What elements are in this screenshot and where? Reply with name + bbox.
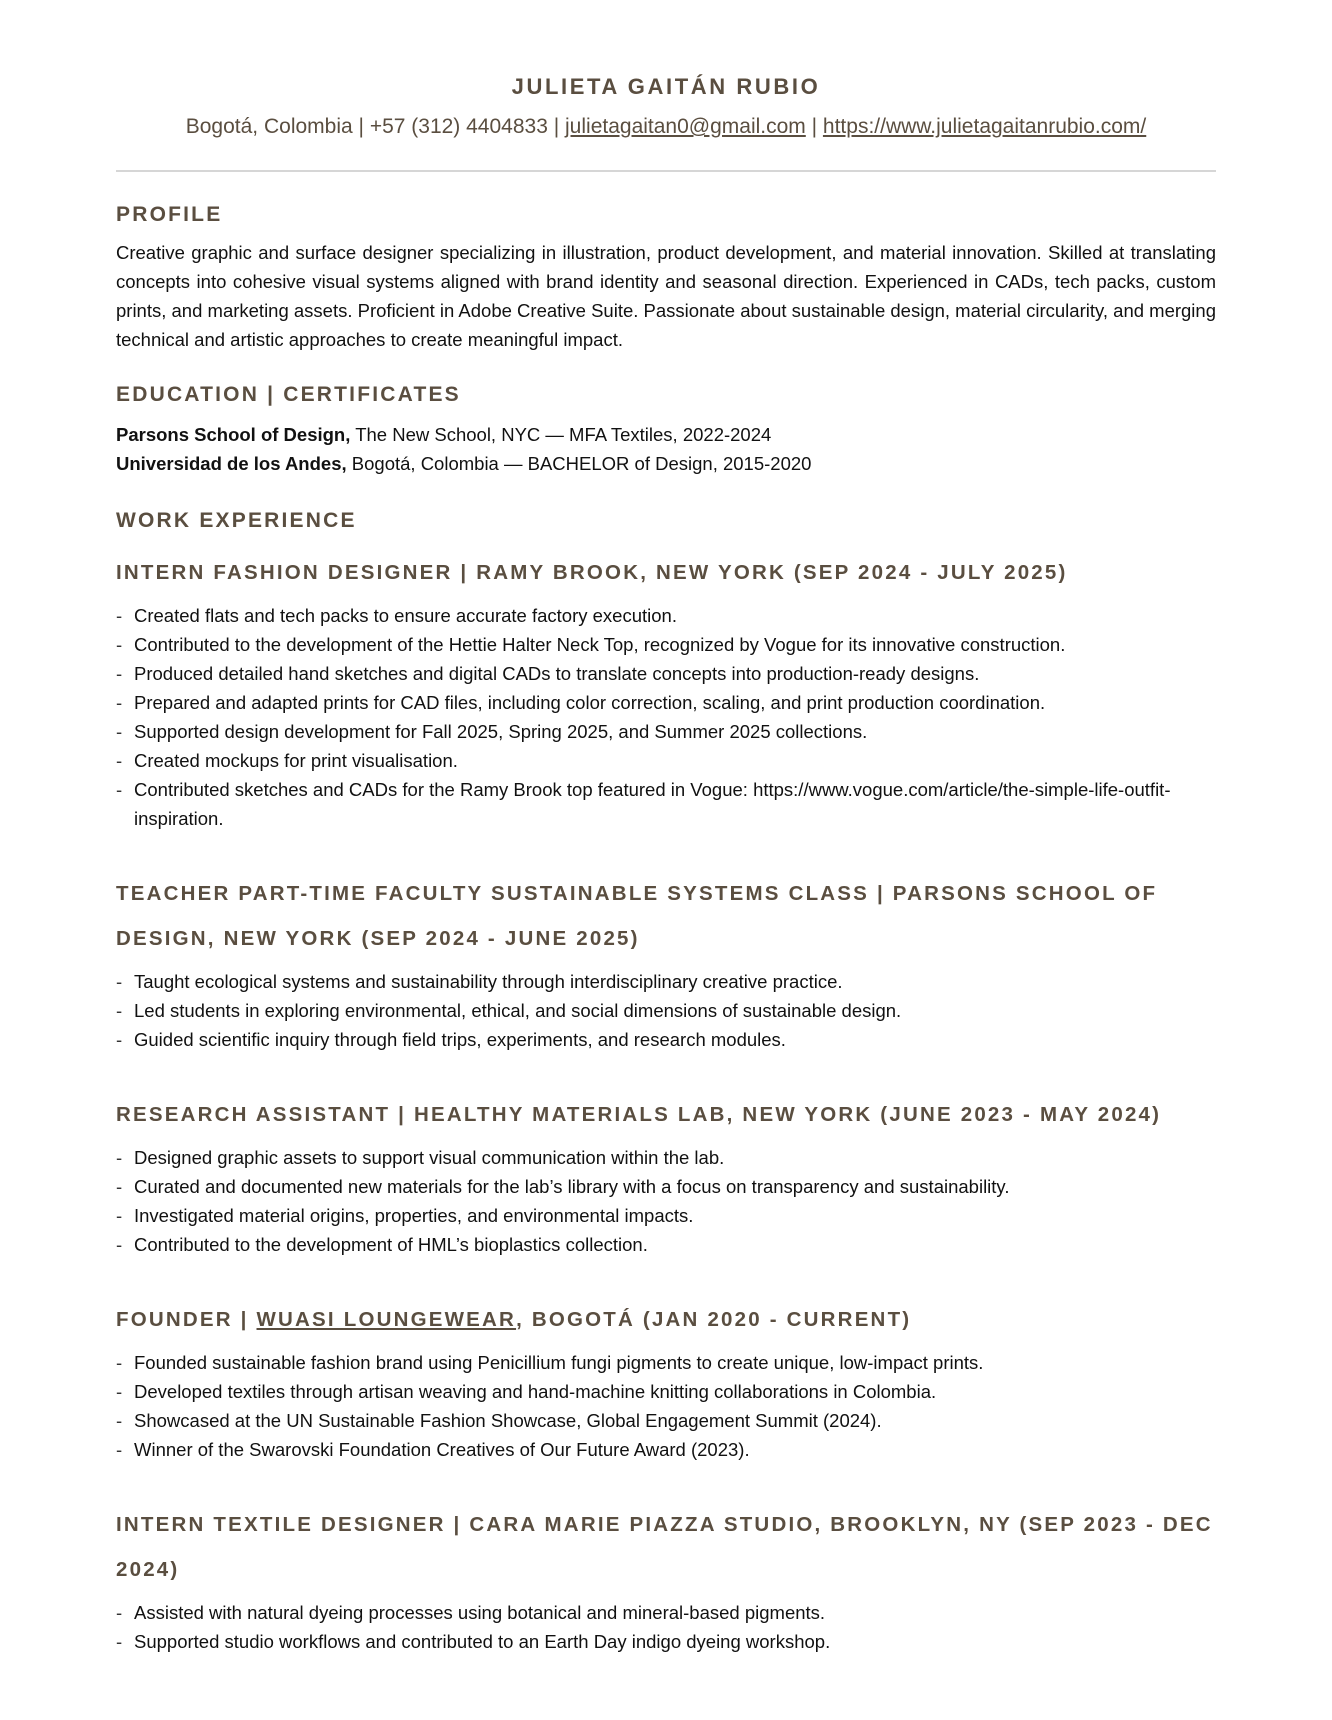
profile-heading: PROFILE (116, 203, 223, 226)
education-heading: EDUCATION | CERTIFICATES (116, 383, 461, 406)
bullet-dash: - (116, 1029, 123, 1050)
job-bullet (116, 1230, 1216, 1259)
bullet-dash: - (116, 1000, 123, 1021)
job-entry (116, 550, 1216, 833)
job-bullet (116, 630, 1216, 659)
bullet-text: Supported studio workflows and contributed to an Earth Day indigo dyeing workshop. (134, 1631, 831, 1652)
contact-line (116, 112, 1216, 142)
job-bullet (116, 1348, 1216, 1377)
bullet-text: Curated and documented new materials for the lab’s library with a focus on transparency and sustainability. (134, 1176, 1010, 1197)
job-title: TEACHER PART-TIME FACULTY SUSTAINABLE SYSTEMS CLASS | PARSONS SCHOOL OF DESIGN, NEW YORK (SEP 2024 - JUNE 2025) (116, 882, 1158, 950)
header-divider (116, 170, 1216, 172)
bullet-text: Taught ecological systems and sustainability through interdisciplinary creative practice. (134, 971, 843, 992)
education-list (116, 420, 1216, 478)
job-bullet (116, 1201, 1216, 1230)
job-bullets (116, 967, 1216, 1054)
bullet-text: Supported design development for Fall 2025, Spring 2025, and Summer 2025 collections. (134, 721, 868, 742)
job-bullets (116, 1348, 1216, 1464)
bullet-text: Founded sustainable fashion brand using Penicillium fungi pigments to create unique, low-impact prints. (134, 1352, 984, 1373)
job-bullet (116, 1377, 1216, 1406)
contact-separator: | (805, 115, 823, 138)
job-bullets (116, 1598, 1216, 1656)
bullet-dash: - (116, 1439, 123, 1460)
bullet-dash: - (116, 663, 123, 684)
job-bullet (116, 1598, 1216, 1627)
job-bullet (116, 659, 1216, 688)
job-bullets (116, 1143, 1216, 1259)
contact-separator: | (352, 115, 370, 138)
contact-location: Bogotá, Colombia (185, 115, 353, 138)
bullet-dash: - (116, 1147, 123, 1168)
job-title-suffix: , BOGOTÁ (JAN 2020 - CURRENT) (516, 1308, 912, 1331)
bullet-text: Designed graphic assets to support visual communication within the lab. (134, 1147, 725, 1168)
job-bullet (116, 1143, 1216, 1172)
candidate-name: JULIETA GAITÁN RUBIO (511, 74, 821, 99)
education-school: Universidad de los Andes, (116, 453, 347, 474)
bullet-dash: - (116, 1410, 123, 1431)
bullet-text: Developed textiles through artisan weaving and hand-machine knitting collaborations in Colombia. (134, 1381, 937, 1402)
job-bullet (116, 775, 1216, 833)
bullet-dash: - (116, 1234, 123, 1255)
job-title: RESEARCH ASSISTANT | HEALTHY MATERIALS LAB, NEW YORK (JUNE 2023 - MAY 2024) (116, 1103, 1162, 1126)
bullet-dash: - (116, 750, 123, 771)
bullet-dash: - (116, 1352, 123, 1373)
job-bullet (116, 1627, 1216, 1656)
bullet-dash: - (116, 634, 123, 655)
job-bullet (116, 688, 1216, 717)
job-bullet (116, 746, 1216, 775)
bullet-text: Contributed sketches and CADs for the Ramy Brook top featured in Vogue: https://www.vogue.com/article/the-simple-life-outfit-inspiration. (134, 779, 1171, 829)
bullet-dash: - (116, 1176, 123, 1197)
education-school: Parsons School of Design, (116, 424, 351, 445)
website-link[interactable]: https://www.julietagaitanrubio.com/ (822, 115, 1147, 138)
bullet-dash: - (116, 605, 123, 626)
bullet-dash: - (116, 1205, 123, 1226)
job-bullet (116, 1172, 1216, 1201)
bullet-dash: - (116, 692, 123, 713)
job-title-prefix: FOUNDER | (116, 1308, 257, 1331)
education-detail: Bogotá, Colombia — BACHELOR of Design, 2015-2020 (346, 453, 812, 474)
contact-separator: | (547, 115, 566, 138)
bullet-text: Investigated material origins, properties, and environmental impacts. (134, 1205, 694, 1226)
education-detail: The New School, NYC — MFA Textiles, 2022-2024 (350, 424, 772, 445)
email-link[interactable]: julietagaitan0@gmail.com (565, 115, 806, 138)
wuasi-loungewear-link[interactable]: WUASI LOUNGEWEAR (256, 1308, 517, 1331)
profile-text: Creative graphic and surface designer specializing in illustration, product development, and material innovation. Skilled at translating concepts into cohesive visual systems aligned with brand identity and seasonal direction. Experienced in CADs, tech packs, custom prints, and marketing assets. Proficient in Adobe Creative Suite. Passionate about sustainable design, material circularity, and merging technical and artistic approaches to create meaningful impact. (116, 242, 1216, 350)
job-title: INTERN TEXTILE DESIGNER | CARA MARIE PIAZZA STUDIO, BROOKLYN, NY (SEP 2023 - DEC 2024) (116, 1513, 1213, 1581)
bullet-text: Assisted with natural dyeing processes using botanical and mineral-based pigments. (134, 1602, 826, 1623)
bullet-text: Guided scientific inquiry through field trips, experiments, and research modules. (134, 1029, 786, 1050)
job-bullet (116, 1025, 1216, 1054)
job-bullet (116, 967, 1216, 996)
job-entry (116, 871, 1216, 1054)
contact-phone: +57 (312) 4404833 (369, 115, 548, 138)
bullet-text: Produced detailed hand sketches and digital CADs to translate concepts into production-ready designs. (134, 663, 980, 684)
job-bullet (116, 601, 1216, 630)
bullet-text: Led students in exploring environmental, ethical, and social dimensions of sustainable design. (134, 1000, 902, 1021)
job-bullet (116, 996, 1216, 1025)
job-entry (116, 1092, 1216, 1259)
job-entry (116, 1297, 1216, 1464)
bullet-dash: - (116, 779, 123, 800)
job-bullet (116, 1435, 1216, 1464)
bullet-dash: - (116, 1631, 123, 1652)
bullet-text: Contributed to the development of HML’s bioplastics collection. (134, 1234, 648, 1255)
bullet-dash: - (116, 971, 123, 992)
education-item (116, 420, 1216, 449)
bullet-dash: - (116, 721, 123, 742)
job-entry (116, 1502, 1216, 1656)
bullet-text: Created mockups for print visualisation. (134, 750, 458, 771)
bullet-text: Showcased at the UN Sustainable Fashion Showcase, Global Engagement Summit (2024). (134, 1410, 882, 1431)
bullet-text: Prepared and adapted prints for CAD files, including color correction, scaling, and print production coordination. (134, 692, 1046, 713)
job-bullets (116, 601, 1216, 833)
job-title (116, 1297, 1216, 1342)
job-bullet (116, 717, 1216, 746)
bullet-text: Contributed to the development of the Hettie Halter Neck Top, recognized by Vogue for its innovative construction. (134, 634, 1066, 655)
education-item (116, 449, 1216, 478)
job-bullet (116, 1406, 1216, 1435)
bullet-text: Winner of the Swarovski Foundation Creatives of Our Future Award (2023). (134, 1439, 750, 1460)
bullet-dash: - (116, 1602, 123, 1623)
bullet-text: Created flats and tech packs to ensure accurate factory execution. (134, 605, 677, 626)
work-experience-heading: WORK EXPERIENCE (116, 509, 357, 532)
bullet-dash: - (116, 1381, 123, 1402)
job-title: INTERN FASHION DESIGNER | RAMY BROOK, NEW YORK (SEP 2024 - JULY 2025) (116, 561, 1068, 584)
